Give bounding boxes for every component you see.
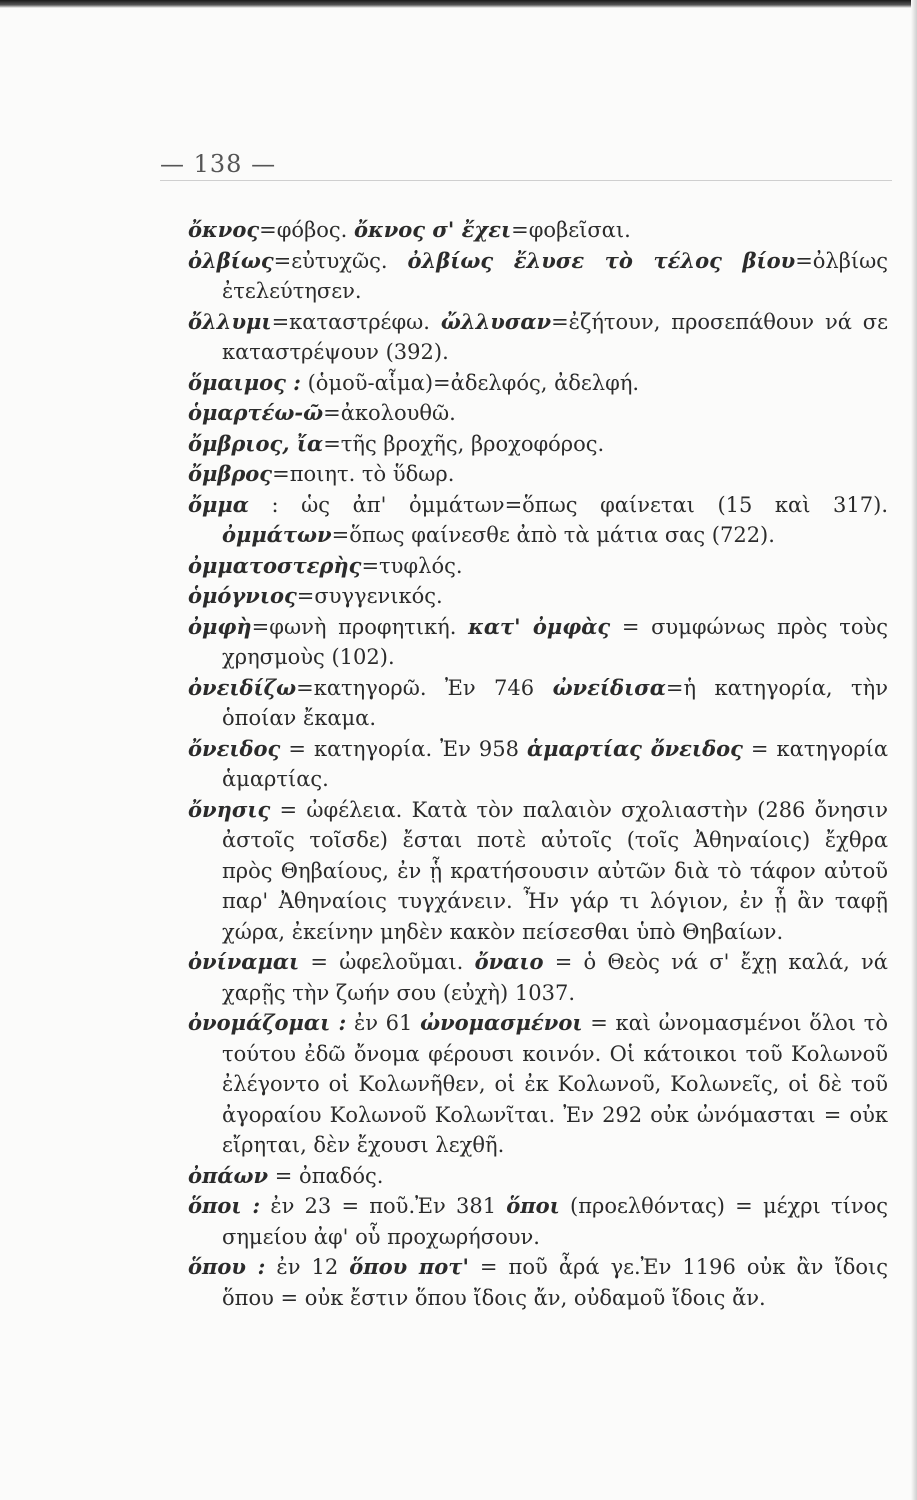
glossary-entry: [188, 947, 888, 1008]
entry-text: =κατηγορῶ. Ἐν 746: [296, 675, 553, 700]
entry-lemma: ὄμβριος, ἴα: [188, 430, 324, 456]
entry-lemma: ὀμφὴ: [188, 613, 252, 639]
glossary-entry: [188, 1252, 888, 1313]
entry-lemma: ὄνησις: [188, 796, 271, 822]
entry-text: : ὡς ἀπ' ὀμμάτων=ὅπως φαίνεται (15 καὶ 317).: [248, 492, 888, 517]
entry-phrase: ὠνομασμένοι: [420, 1010, 583, 1035]
entry-lemma: ὄμμα: [188, 491, 249, 517]
entry-text-continued: = ὁ Θεὸς νά σ' ἔχῃ καλά, νά χαρῇς τὴν ζωήν σου (εὐχὴ) 1037.: [222, 950, 888, 1005]
entry-phrase: ὀμμάτων: [222, 522, 332, 547]
glossary-entry: [188, 612, 888, 673]
entry-text: ἐν 23 = ποῦ.Ἐν 381: [260, 1194, 507, 1218]
entry-text-continued: =ὀλβίως ἐτελεύτησεν.: [222, 248, 888, 303]
entry-text-continued: = καὶ ὠνομασμένοι ὅλοι τὸ τούτου ἐδῶ ὄνομα φέρουσι κοινόν. Οἱ κάτοικοι τοῦ Κολωνοῦ ἐλέγοντο οἱ Κολωνῆθεν, οἱ ἐκ Κολωνοῦ, Κολωνεῖς, οἱ δὲ τοῦ ἀγοραίου Κολωνοῦ Κολωνῖται. Ἐν 292 οὐκ ὠνόμασται = οὐκ εἴρηται, δὲν ἔχουσι λεχθῆ.: [222, 1011, 888, 1157]
entry-text: =τῆς βροχῆς, βροχοφόρος.: [323, 431, 605, 456]
entry-text: (ὁμοῦ-αἷμα)=ἀδελφός, ἀδελφή.: [300, 370, 640, 395]
entry-text: =φωνὴ προφητική.: [251, 614, 469, 639]
entry-text-continued: = κατηγορία ἁμαρτίας.: [222, 736, 889, 791]
entry-lemma: ὀπάων: [188, 1162, 269, 1188]
entry-text: = κατηγορία. Ἐν 958: [280, 736, 527, 761]
glossary-entry: [188, 246, 888, 307]
header-rule: [160, 180, 892, 181]
entry-lemma: ὄμβρος: [188, 461, 273, 486]
entry-lemma: ὅμαιμος :: [188, 369, 301, 395]
entry-text: =ἀκολουθῶ.: [323, 401, 456, 425]
glossary-entry: [188, 307, 888, 368]
entry-lemma: ὁμαρτέω-ῶ: [188, 400, 324, 425]
entry-text: =ποιητ. τὸ ὕδωρ.: [272, 462, 455, 486]
entry-lemma: ὄκνος: [188, 217, 260, 242]
entry-text: =φόβος.: [259, 218, 354, 242]
entry-lemma: ὀνίναμαι: [188, 949, 300, 974]
entry-text: = ὠφελοῦμαι.: [299, 950, 475, 974]
entry-text-continued: =ἐζήτουν, προσεπάθουν νά σε καταστρέψουν (392).: [222, 309, 889, 364]
glossary-entry: [188, 429, 888, 460]
entry-lemma: ὄνειδος: [188, 735, 281, 761]
glossary-entry: [188, 368, 888, 399]
entry-phrase: κατ' ὀμφὰς: [468, 613, 611, 639]
entry-lemma: ὀνομάζομαι :: [188, 1010, 347, 1035]
entry-text: =εὐτυχῶς.: [273, 248, 408, 273]
entry-phrase: ὄκνος σ' ἔχει: [353, 217, 512, 242]
entry-lemma: ὄλλυμι: [188, 308, 272, 334]
glossary-entry: [188, 215, 888, 246]
entry-text-continued: (προελθόντας) = μέχρι τίνος σημείου ἀφ' οὗ προχωρήσουν.: [222, 1194, 888, 1249]
entry-lemma: ὁμόγνιος: [188, 583, 297, 608]
glossary-entry: [188, 551, 888, 582]
glossary-entry: [188, 795, 888, 948]
glossary-entry: [188, 459, 888, 490]
glossary-entry: [188, 734, 888, 795]
entry-text: =συγγενικός.: [296, 584, 443, 608]
entry-phrase: ὠνείδισα: [552, 674, 666, 700]
glossary-entry: [188, 398, 888, 429]
glossary-entry: [188, 1191, 888, 1252]
entry-text: =καταστρέφω.: [271, 309, 441, 334]
glossary-entries: [188, 215, 888, 1313]
entry-lemma: ὅπου :: [188, 1254, 266, 1279]
entry-phrase: ὀλβίως ἔλυσε τὸ τέλος βίου: [407, 247, 796, 273]
entry-lemma: ὀνειδίζω: [188, 674, 297, 700]
entry-text: =τυφλός.: [361, 553, 463, 578]
glossary-entry: [188, 673, 888, 734]
glossary-entry: [188, 581, 888, 612]
entry-phrase: ὅπου ποτ': [349, 1254, 469, 1279]
entry-text: ἐν 61: [346, 1011, 421, 1035]
glossary-entry: [188, 1008, 888, 1161]
glossary-entry: [188, 1161, 888, 1192]
entry-lemma: ὀμματοστερὴς: [188, 552, 362, 578]
entry-phrase: ὤλλυσαν: [440, 308, 552, 334]
entry-lemma: ὅποι :: [188, 1193, 261, 1218]
page-number-header: — 138 —: [160, 150, 277, 178]
entry-text-continued: = ποῦ ἆρά γε.Ἐν 1196 οὐκ ἂν ἴδοις ὅπου = οὐκ ἔστιν ὅπου ἴδοις ἄν, οὐδαμοῦ ἴδοις ἄν.: [222, 1255, 888, 1310]
entry-text-continued: =ὅπως φαίνεσθε ἀπὸ τὰ μάτια σας (722).: [331, 523, 775, 547]
entry-text: ἐν 12: [265, 1255, 350, 1279]
entry-text: = ὀπαδός.: [268, 1163, 384, 1188]
glossary-entry: [188, 490, 888, 551]
entry-text: = ὠφέλεια. Κατὰ τὸν παλαιὸν σχολιαστὴν (286 ὄνησιν ἀστοῖς τοῖσδε) ἔσται ποτὲ αὐτοῖς (τοῖς Ἀθηναίοις) ἔχθρα πρὸς Θηβαίους, ἐν ᾗ κρατήσουσιν αὐτῶν διὰ τὸ τάφον αὐτοῦ παρ' Ἀθηναίοις τυγχάνειν. Ἦν γάρ τι λόγιον, ἐν ᾗ ἂν ταφῇ χώρα, ἐκείνην μηδὲν κακὸν πείσεσθαι ὑπὸ Θηβαίων.: [222, 797, 888, 944]
entry-text-continued: =φοβεῖσαι.: [511, 218, 631, 242]
scan-right-edge: [911, 0, 917, 1500]
entry-text-continued: =ἡ κατηγορία, τὴν ὁποίαν ἔκαμα.: [222, 675, 888, 730]
entry-lemma: ὀλβίως: [188, 247, 274, 273]
entry-phrase: ὅποι: [506, 1193, 560, 1218]
scan-top-edge: [0, 0, 917, 8]
entry-phrase: ἁμαρτίας ὄνειδος: [527, 735, 743, 761]
entry-phrase: ὄναιο: [474, 949, 544, 974]
entry-text-continued: = συμφώνως πρὸς τοὺς χρησμοὺς (102).: [222, 614, 888, 669]
